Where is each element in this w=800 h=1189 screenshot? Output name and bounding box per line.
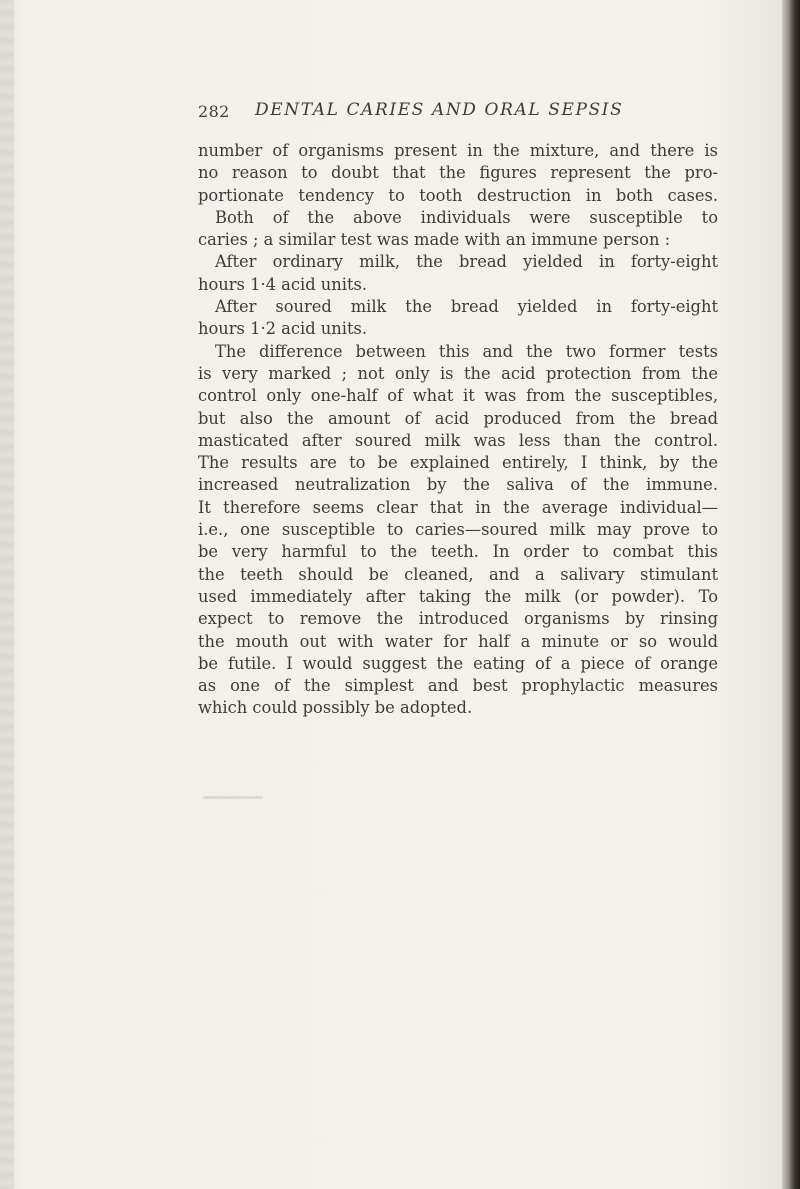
text-line: It therefore seems clear that in the average individual— bbox=[198, 497, 718, 517]
text-line: is very marked ; not only is the acid protection from the bbox=[198, 363, 718, 383]
running-head bbox=[198, 100, 758, 126]
text-line: be very harmful to the teeth. In order to combat this bbox=[198, 542, 718, 562]
text-line: number of organisms present in the mixture, and there is bbox=[198, 141, 718, 160]
text-line: caries ; a similar test was made with an immune person : bbox=[198, 230, 671, 250]
text-line: the mouth out with water for half a minute or so would bbox=[198, 631, 718, 651]
page-number: 282 bbox=[198, 102, 230, 121]
text-line: used immediately after taking the milk (or powder). To bbox=[198, 586, 718, 606]
page-edge-shadow bbox=[782, 0, 800, 1189]
ink-smudge bbox=[203, 796, 263, 799]
text-line: The difference between this and the two former tests bbox=[215, 341, 718, 361]
text-line: as one of the simplest and best prophylactic measures bbox=[198, 676, 718, 696]
text-line: masticated after soured milk was less than the control. bbox=[198, 430, 718, 450]
text-line: no reason to doubt that the figures represent the pro- bbox=[198, 163, 718, 183]
text-line: After ordinary milk, the bread yielded in forty-eight bbox=[215, 252, 718, 272]
text-line: be futile. I would suggest the eating of a piece of orange bbox=[198, 653, 718, 673]
text-line: The results are to be explained entirely, I think, by the bbox=[198, 453, 718, 473]
text-line: which could possibly be adopted. bbox=[198, 698, 473, 718]
text-line: Both of the above individuals were susceptible to bbox=[215, 207, 718, 227]
text-line: increased neutralization by the saliva of the immune. bbox=[198, 475, 718, 495]
text-line: but also the amount of acid produced from the bread bbox=[198, 408, 718, 428]
text-line: expect to remove the introduced organisms by rinsing bbox=[198, 609, 718, 629]
text-line: control only one-half of what it was from the susceptibles, bbox=[198, 386, 718, 406]
page-gutter bbox=[0, 0, 14, 1189]
text-line: the teeth should be cleaned, and a salivary stimulant bbox=[198, 564, 718, 584]
text-line: portionate tendency to tooth destruction in both cases. bbox=[198, 185, 718, 205]
text-line: hours 1·4 acid units. bbox=[198, 274, 368, 294]
body-text bbox=[198, 140, 718, 720]
text-line: After soured milk the bread yielded in forty-eight bbox=[215, 297, 718, 317]
running-title: DENTAL CARIES AND ORAL SEPSIS bbox=[255, 100, 624, 120]
text-line: hours 1·2 acid units. bbox=[198, 319, 368, 339]
text-line: i.e., one susceptible to caries—soured milk may prove to bbox=[198, 520, 718, 540]
